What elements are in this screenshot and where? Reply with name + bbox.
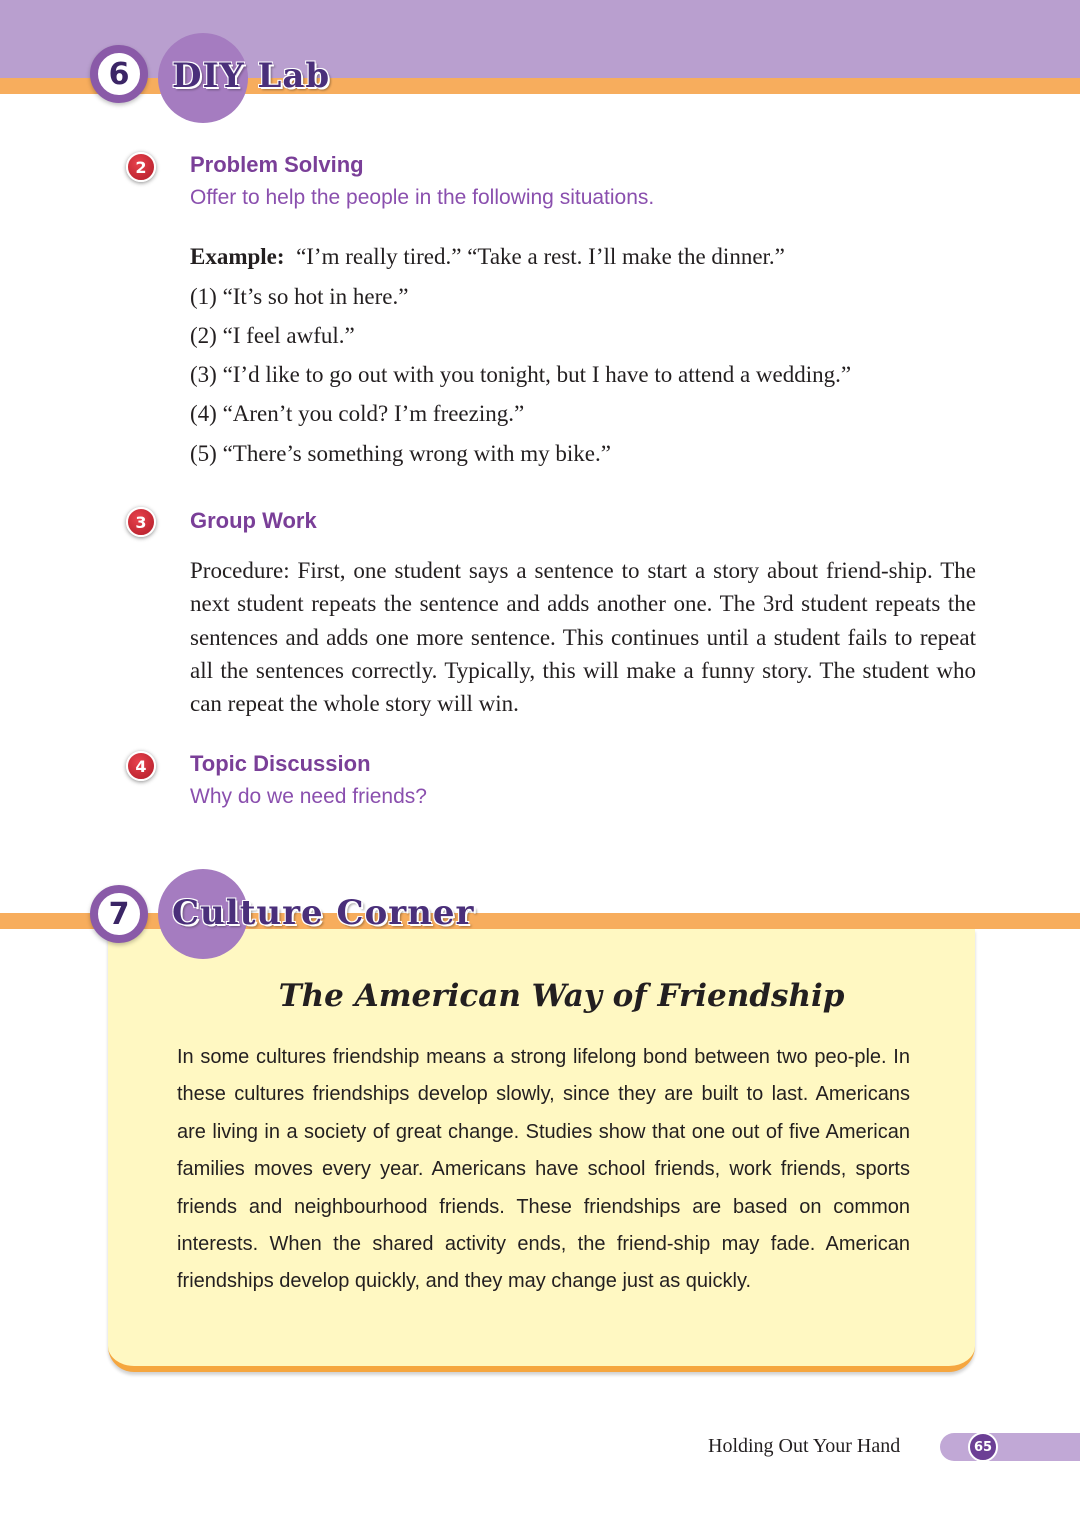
footer-unit-title: Holding Out Your Hand: [708, 1435, 901, 1457]
culture-article-title: The American Way of Friendship: [278, 978, 845, 1014]
topic-discussion-heading: Topic Discussion: [190, 751, 371, 776]
exercise-item-2: (2) “I feel awful.”: [190, 323, 355, 348]
footer-band: [940, 1433, 1080, 1461]
page-number: 65: [968, 1432, 998, 1462]
problem-solving-heading: Problem Solving: [190, 152, 364, 177]
item-number-badge: 4: [126, 751, 156, 781]
group-work-heading: Group Work: [190, 508, 317, 533]
example-label: Example:: [190, 244, 285, 269]
section-title-culture-corner: Culture Corner: [172, 893, 475, 933]
exercise-item-4: (4) “Aren’t you cold? I’m freezing.”: [190, 401, 525, 426]
item-number-badge: 3: [126, 507, 156, 537]
exercise-item-1: (1) “It’s so hot in here.”: [190, 284, 409, 309]
example-line: [190, 244, 785, 270]
section-number-badge: 6: [90, 45, 148, 103]
exercise-item-3: (3) “I’d like to go out with you tonight, but I have to attend a wedding.”: [190, 362, 852, 387]
topic-discussion-question: Why do we need friends?: [190, 785, 427, 808]
group-work-procedure: Procedure: First, one student says a sentence to start a story about friend-ship. The next student repeats the sentence and adds another one. The 3rd student repeats the sentences and adds one more sentence. This continues until a student fails to repeat all the sentences correctly. Typically, this will make a funny story. The student who can repeat the whole story will win.: [190, 558, 976, 717]
section-number-badge: 7: [90, 885, 148, 943]
problem-solving-instruction: Offer to help the people in the following situations.: [190, 186, 655, 209]
item-number-badge: 2: [126, 152, 156, 182]
culture-article-body: In some cultures friendship means a strong lifelong bond between two peo-ple. In these cultures friendships develop slowly, since they are built to last. Americans are living in a society of great change. Studies show that one out of five American families moves every year. Americans have school friends, work friends, sports friends and neighbourhood friends. These friendships are based on common interests. When the shared activity ends, the friend-ship may fade. American friendships develop quickly, and they may change just as quickly.: [177, 1046, 910, 1293]
section-title-diy-lab: DIY Lab: [172, 56, 331, 96]
exercise-item-5: (5) “There’s something wrong with my bike.”: [190, 441, 611, 466]
example-text: “I’m really tired.” “Take a rest. I’ll make the dinner.”: [296, 244, 785, 269]
